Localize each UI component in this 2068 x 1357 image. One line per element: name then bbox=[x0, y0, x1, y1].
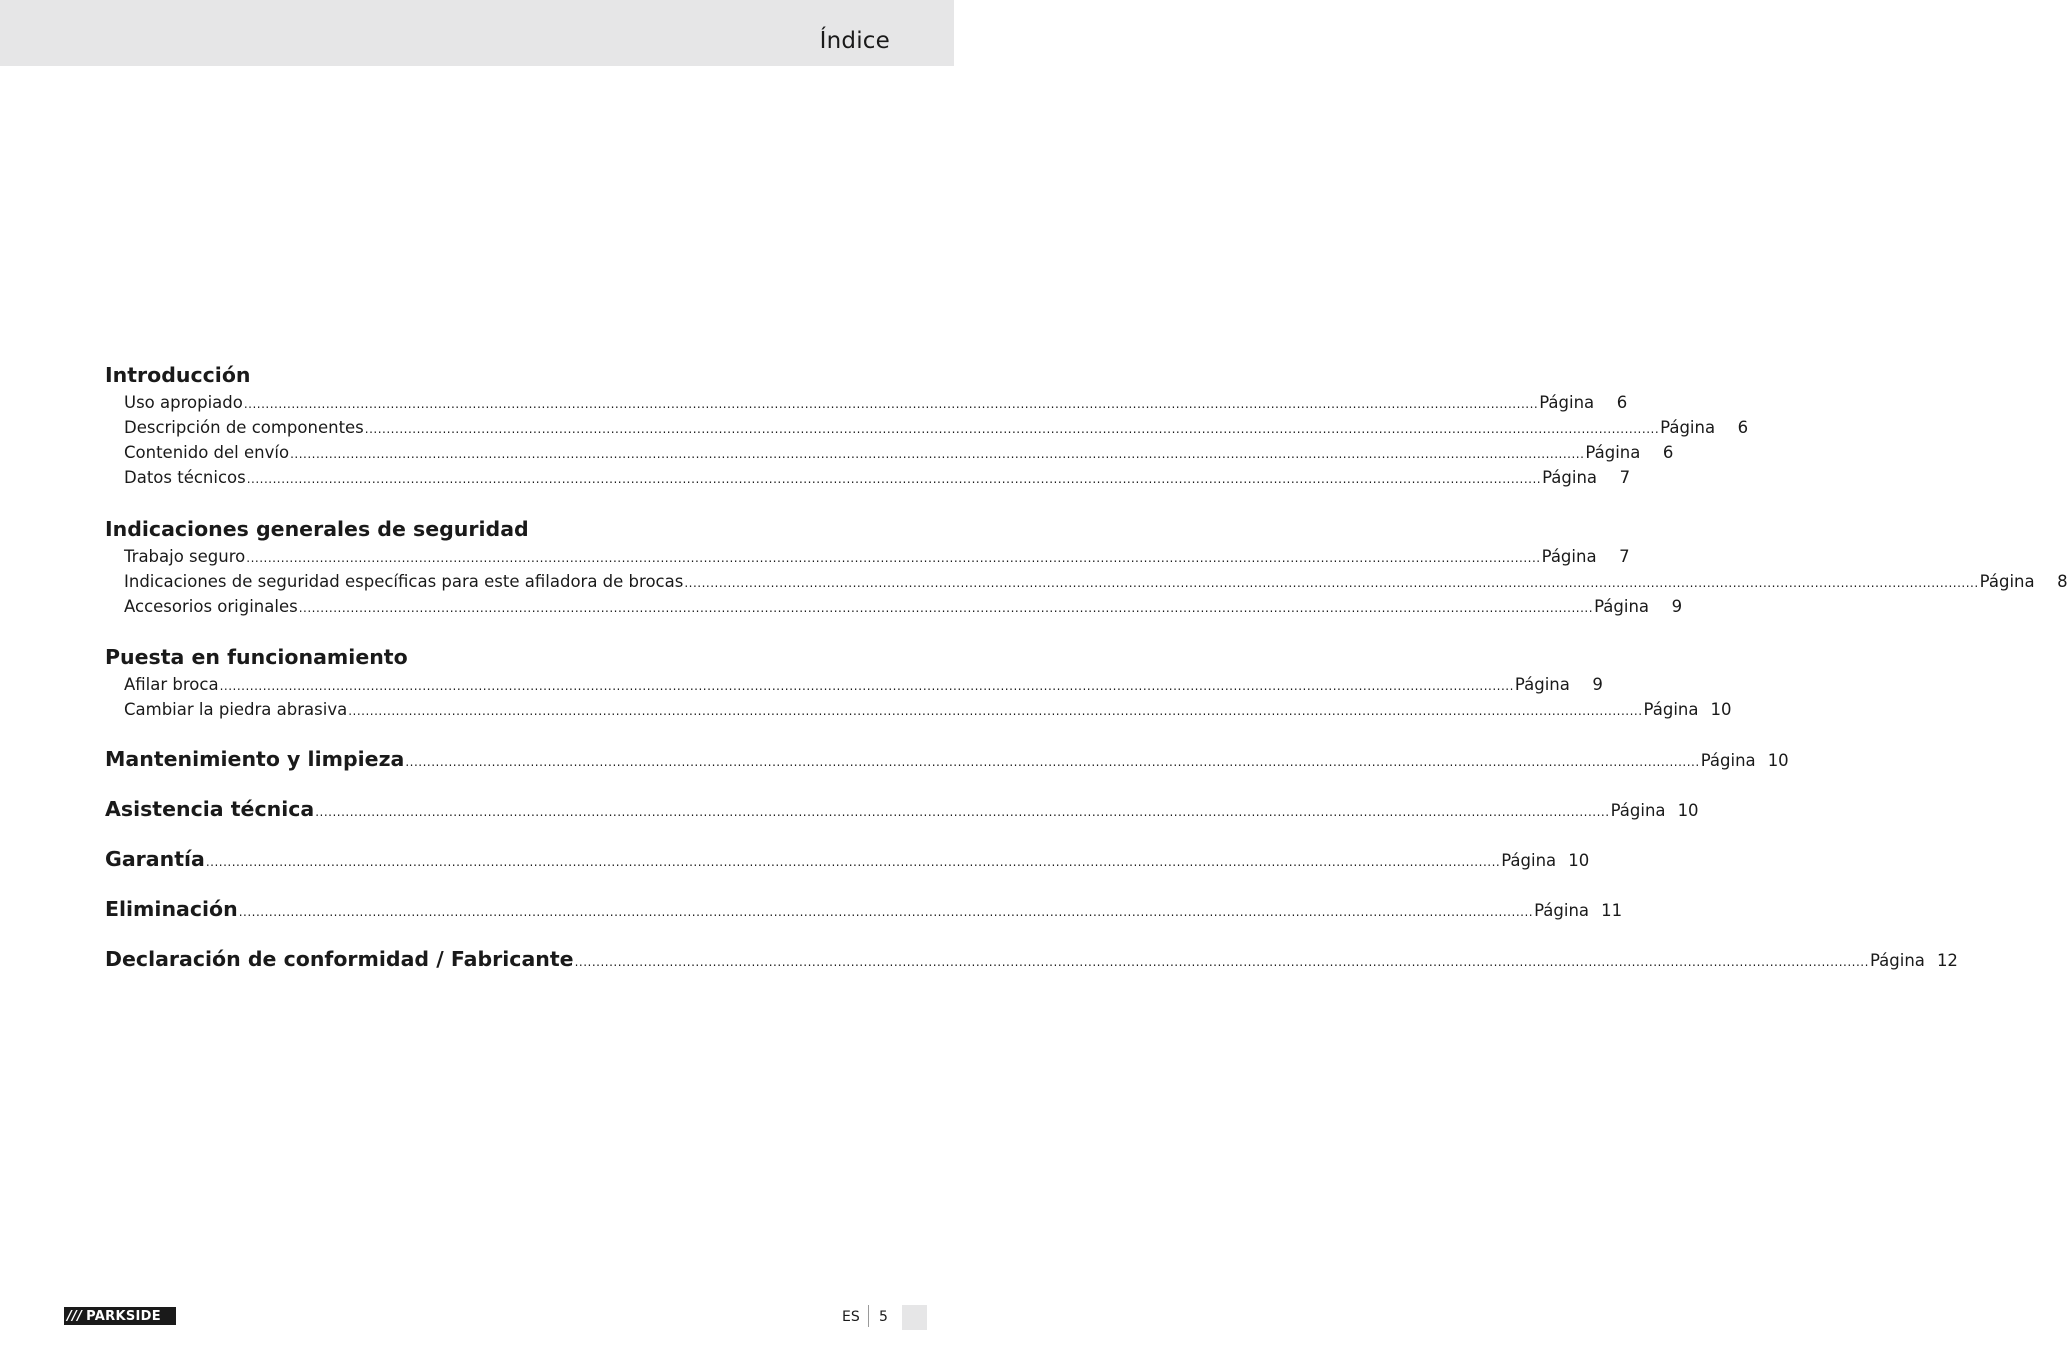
page-number: 10 bbox=[1767, 751, 1789, 770]
page-word: Página bbox=[1514, 675, 1570, 694]
entry-label: Accesorios originales bbox=[124, 597, 298, 616]
header-band bbox=[0, 0, 954, 66]
logo-slashes: /// bbox=[67, 1308, 83, 1324]
toc-entry[interactable] bbox=[105, 672, 1603, 697]
entry-label: Afilar broca bbox=[124, 675, 219, 694]
dot-leader: ............................................................................................................................................................................................................................................................................................................ bbox=[246, 551, 1541, 565]
page-number: 10 bbox=[1710, 700, 1732, 719]
dot-leader: ............................................................................................................................................................................................................................................................................................................ bbox=[298, 601, 1594, 615]
dot-leader: ............................................................................................................................................................................................................................................................................................................ bbox=[405, 755, 1700, 769]
page-word: Página bbox=[1501, 851, 1557, 870]
page-number: 9 bbox=[1592, 675, 1603, 694]
page-number: 7 bbox=[1619, 547, 1630, 566]
toc-section-mantenimiento[interactable] bbox=[105, 744, 1789, 794]
footer-language: ES bbox=[842, 1309, 860, 1325]
toc-section-garantia[interactable] bbox=[105, 844, 1590, 894]
spacer bbox=[105, 722, 843, 744]
page-number: 6 bbox=[1616, 393, 1628, 412]
section-title: Eliminación bbox=[105, 897, 238, 921]
dot-leader: ............................................................................................................................................................................................................................................................................................................ bbox=[205, 855, 1501, 869]
page-word: Página bbox=[1594, 597, 1650, 616]
section-title: Mantenimiento y limpieza bbox=[105, 747, 405, 771]
dot-leader: ............................................................................................................................................................................................................................................................................................................ bbox=[315, 805, 1610, 819]
page-word: Página bbox=[1610, 801, 1666, 820]
entry-label: Descripción de componentes bbox=[124, 418, 364, 437]
page-number: 12 bbox=[1936, 951, 1958, 970]
page-number: 9 bbox=[1671, 597, 1683, 616]
dot-leader: ............................................................................................................................................................................................................................................................................................................ bbox=[219, 679, 1514, 693]
dot-leader: ............................................................................................................................................................................................................................................................................................................ bbox=[238, 905, 1534, 919]
toc-entry[interactable] bbox=[105, 697, 1732, 722]
entry-label: Uso apropiado bbox=[124, 393, 243, 412]
dot-leader: ............................................................................................................................................................................................................................................................................................................ bbox=[364, 422, 1660, 436]
page-word: Página bbox=[1585, 443, 1641, 462]
toc-section-declaracion[interactable] bbox=[105, 944, 1958, 994]
page-number: 10 bbox=[1568, 851, 1590, 870]
table-of-contents bbox=[105, 360, 2068, 994]
footer-divider bbox=[868, 1305, 869, 1327]
section-title: Declaración de conformidad / Fabricante bbox=[105, 947, 574, 971]
toc-section-seguridad bbox=[105, 514, 2068, 619]
page-word: Página bbox=[1643, 700, 1699, 719]
section-title: Garantía bbox=[105, 847, 205, 871]
page-number: 8 bbox=[2057, 572, 2068, 591]
toc-entry[interactable] bbox=[105, 390, 1628, 415]
page-word: Página bbox=[1539, 393, 1595, 412]
toc-entry[interactable] bbox=[105, 440, 1674, 465]
page-word: Página bbox=[1534, 901, 1590, 920]
page-number: 7 bbox=[1619, 468, 1631, 487]
dot-leader: ............................................................................................................................................................................................................................................................................................................ bbox=[574, 955, 1869, 969]
page-word: Página bbox=[1869, 951, 1925, 970]
dot-leader: ............................................................................................................................................................................................................................................................................................................ bbox=[684, 576, 1979, 590]
page-word: Página bbox=[1542, 468, 1598, 487]
dot-leader: ............................................................................................................................................................................................................................................................................................................ bbox=[290, 447, 1585, 461]
toc-entry[interactable] bbox=[105, 594, 1683, 619]
toc-section-puesta bbox=[105, 642, 1732, 722]
dot-leader: ............................................................................................................................................................................................................................................................................................................ bbox=[348, 704, 1643, 718]
entry-label: Datos técnicos bbox=[124, 468, 246, 487]
toc-entry[interactable] bbox=[105, 465, 1631, 490]
toc-entry[interactable] bbox=[105, 569, 2068, 594]
footer-page-number: 5 bbox=[879, 1309, 888, 1325]
entry-label: Contenido del envío bbox=[124, 443, 290, 462]
page-number: 11 bbox=[1601, 901, 1623, 920]
toc-entry[interactable] bbox=[105, 415, 1749, 440]
spacer bbox=[105, 619, 843, 642]
toc-section-eliminacion[interactable] bbox=[105, 894, 1623, 944]
dot-leader: ............................................................................................................................................................................................................................................................................................................ bbox=[243, 397, 1539, 411]
logo-text: PARKSIDE bbox=[86, 1308, 161, 1324]
spacer bbox=[105, 490, 843, 514]
page-number: 6 bbox=[1737, 418, 1749, 437]
toc-entry[interactable] bbox=[105, 544, 1630, 569]
dot-leader: ............................................................................................................................................................................................................................................................................................................ bbox=[246, 472, 1542, 486]
section-title: Asistencia técnica bbox=[105, 797, 315, 821]
toc-section-asistencia[interactable] bbox=[105, 794, 1699, 844]
entry-label: Indicaciones de seguridad específicas para este afiladora de brocas bbox=[124, 572, 684, 591]
toc-section-introduccion bbox=[105, 360, 1749, 490]
page-word: Página bbox=[1660, 418, 1716, 437]
parkside-logo bbox=[64, 1307, 176, 1325]
page-title: Índice bbox=[819, 28, 890, 54]
footer-tab-box bbox=[902, 1305, 927, 1330]
entry-label: Trabajo seguro bbox=[124, 547, 246, 566]
page-word: Página bbox=[1700, 751, 1756, 770]
page-word: Página bbox=[1979, 572, 2035, 591]
section-title: Puesta en funcionamiento bbox=[105, 645, 408, 669]
page-number: 6 bbox=[1662, 443, 1674, 462]
page-word: Página bbox=[1541, 547, 1597, 566]
page-number: 10 bbox=[1677, 801, 1699, 820]
entry-label: Cambiar la piedra abrasiva bbox=[124, 700, 348, 719]
section-title: Indicaciones generales de seguridad bbox=[105, 517, 529, 541]
section-title: Introducción bbox=[105, 363, 251, 387]
